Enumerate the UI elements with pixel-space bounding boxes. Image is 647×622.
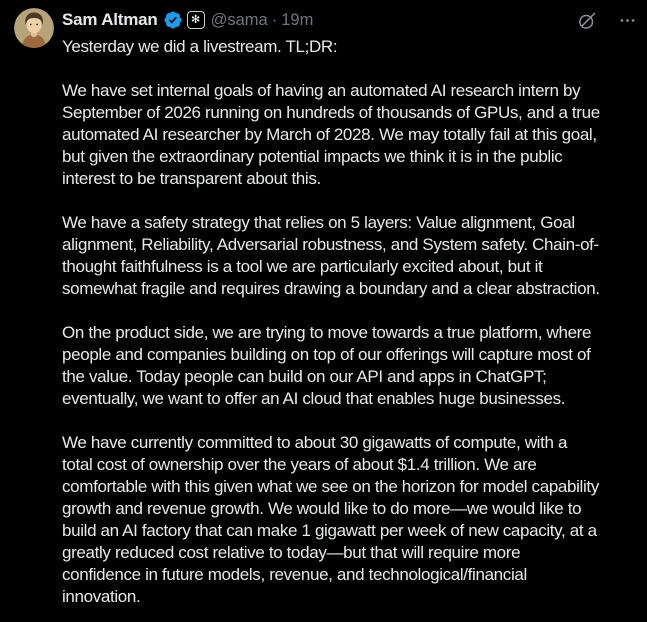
avatar-illustration — [14, 8, 54, 48]
tweet-line: the value. Today people can build on our API and apps in ChatGPT; — [62, 367, 547, 386]
openai-logo-glyph: ✻ — [191, 13, 201, 26]
handle[interactable]: @sama — [210, 10, 268, 29]
tweet-line: We have currently committed to about 30 gigawatts of compute, with a — [62, 433, 568, 452]
tweet-line: innovation. — [62, 587, 141, 606]
handle-group — [211, 11, 314, 30]
tweet-line: people and companies building on top of our offerings will capture most of — [62, 345, 591, 364]
tweet-text — [62, 36, 639, 608]
tweet-paragraph — [62, 36, 639, 58]
more-icon[interactable] — [618, 11, 637, 30]
tweet-paragraph — [62, 432, 639, 608]
tweet-line: interest to be transparent about this. — [62, 169, 321, 188]
tweet-line: total cost of ownership over the years of about $1.4 trillion. We are — [62, 455, 537, 474]
tweet-paragraph — [62, 80, 639, 190]
tweet-line: growth and revenue growth. We would like to do more—we would like to — [62, 499, 582, 518]
timestamp[interactable]: 19m — [281, 10, 314, 29]
tweet-line: September of 2026 running on hundreds of thousands of GPUs, and a true — [62, 103, 600, 122]
tweet-content — [62, 8, 639, 614]
grok-icon[interactable] — [577, 10, 598, 31]
tweet-paragraph — [62, 322, 639, 410]
header-actions — [577, 10, 639, 31]
verified-badge-icon — [163, 10, 183, 30]
tweet-line: automated AI researcher by March of 2028. We may totally fail at this goal, — [62, 125, 597, 144]
tweet-paragraph — [62, 212, 639, 300]
tweet-line: greatly reduced cost relative to today—but that will require more — [62, 543, 521, 562]
avatar[interactable] — [14, 8, 54, 48]
display-name[interactable]: Sam Altman — [62, 10, 158, 29]
tweet-line: eventually, we want to offer an AI cloud that enables huge businesses. — [62, 389, 566, 408]
tweet-line: comfortable with this given what we see on the horizon for model capability — [62, 477, 599, 496]
tweet-line: Yesterday we did a livestream. TL;DR: — [62, 37, 338, 56]
tweet-line: build an AI factory that can make 1 gigawatt per week of new capacity, at a — [62, 521, 597, 540]
tweet-line: On the product side, we are trying to move towards a true platform, where — [62, 323, 592, 342]
separator-dot: · — [271, 10, 278, 29]
tweet-line: confidence in future models, revenue, and technological/financial — [62, 565, 527, 584]
tweet-header — [62, 8, 639, 32]
tweet-line: We have a safety strategy that relies on 5 layers: Value alignment, Goal — [62, 213, 575, 232]
tweet-line: but given the extraordinary potential impacts we think it is in the public — [62, 147, 563, 166]
tweet-line: alignment, Reliability, Adversarial robustness, and System safety. Chain-of- — [62, 235, 599, 254]
tweet-line: We have set internal goals of having an automated AI research intern by — [62, 81, 581, 100]
openai-affiliate-badge-icon — [187, 11, 205, 29]
tweet-line: somewhat fragile and requires drawing a boundary and a clear abstraction. — [62, 279, 600, 298]
tweet-line: thought faithfulness is a tool we are particularly excited about, but it — [62, 257, 543, 276]
